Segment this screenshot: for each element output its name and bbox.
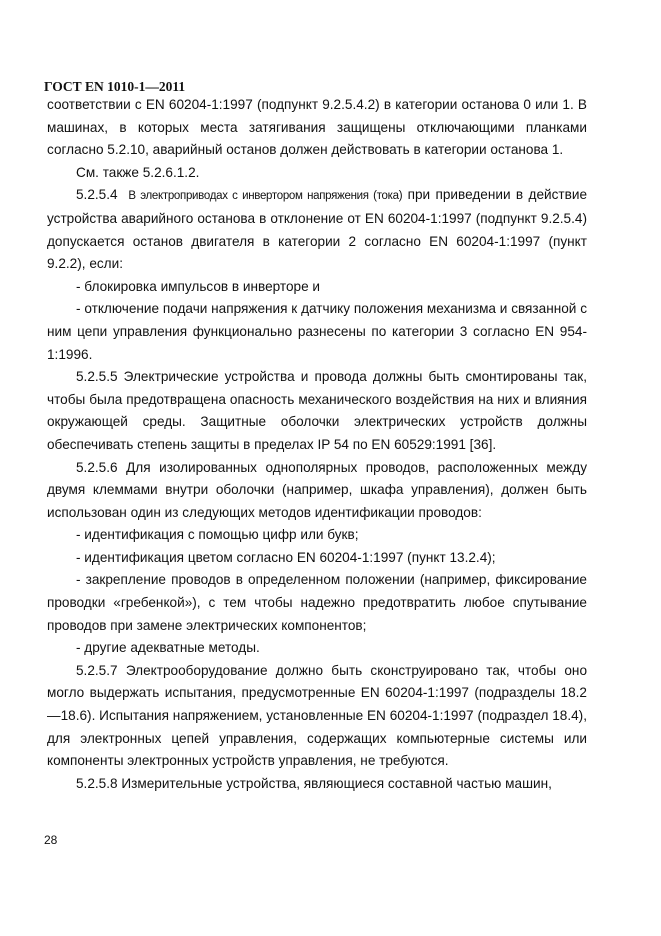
paragraph: соответствии с EN 60204-1:1997 (подпункт 9.2.5.4.2) в категории останова 0 или 1. В машинах, в которых места затягивания защищены отключающими планками согласно 5.2.10, аварийный останов должен действовать в категории останова 1. xyxy=(47,97,587,158)
paragraph-5-2-5-5: 5.2.5.5 Электрические устройства и провода должны быть смонтированы так, чтобы была предотвращена опасность механического воздействия на них и влияния окружающей среды. Защитные оболочки электрических устройств должны обеспечивать степень защиты в пределах IP 54 по EN 60529:1991 [36]. xyxy=(47,369,587,452)
paragraph-5-2-5-8: 5.2.5.8 Измерительные устройства, являющиеся составной частью машин, xyxy=(76,775,552,791)
list-item: - отключение подачи напряжения к датчику положения механизма и связанной с ним цепи управления функционально разнесены по категории 3 согласно EN 954-1:1996. xyxy=(47,301,587,362)
list-item: - другие адекватные методы. xyxy=(76,640,260,656)
clause-number: 5.2.5.4 xyxy=(76,187,118,203)
list-item: - закрепление проводов в определенном положении (например, фиксирование проводки «гребенкой»), с тем чтобы надежно предотвратить любое спутывание проводов при замене электрических компонентов; xyxy=(47,572,587,633)
paragraph-text: при приведении в действие устройства аварийного останова в отклонение от EN 60204-1:1997 (подпункт 9.2.5.4) допускается останов двигателя в категории 2 согласно EN 60204-1:1997 (пункт 9.2.2), если: xyxy=(47,187,588,272)
list-item: - блокировка импульсов в инверторе и xyxy=(76,278,321,294)
list-item: - идентификация цветом согласно EN 60204-1:1997 (пункт 13.2.4); xyxy=(76,549,496,565)
paragraph: См. также 5.2.6.1.2. xyxy=(76,164,200,180)
page-header: ГОСТ EN 1010-1—2011 xyxy=(44,79,186,94)
document-body xyxy=(47,94,587,795)
paragraph-5-2-5-6: 5.2.5.6 Для изолированных однополярных проводов, расположенных между двумя клеммами внутри оболочки (например, шкафа управления), должен быть использован один из следующих методов идентификации проводов: xyxy=(47,459,587,520)
paragraph-5-2-5-7: 5.2.5.7 Электрооборудование должно быть сконструировано так, чтобы оно могло выдержать испытания, предусмотренные EN 60204-1:1997 (подразделы 18.2—18.6). Испытания напряжением, установленные EN 60204-1:1997 (подраздел 18.4), для электронных цепей управления, содержащих компьютерные системы или компоненты электронных устройств управления, не требуются. xyxy=(47,662,587,769)
page-number: 28 xyxy=(44,833,58,847)
paragraph-5-2-5-4 xyxy=(47,184,587,275)
list-item: - идентификация с помощью цифр или букв; xyxy=(76,527,359,543)
condensed-text: В электроприводах с инвертором напряжения (тока) xyxy=(128,190,403,203)
